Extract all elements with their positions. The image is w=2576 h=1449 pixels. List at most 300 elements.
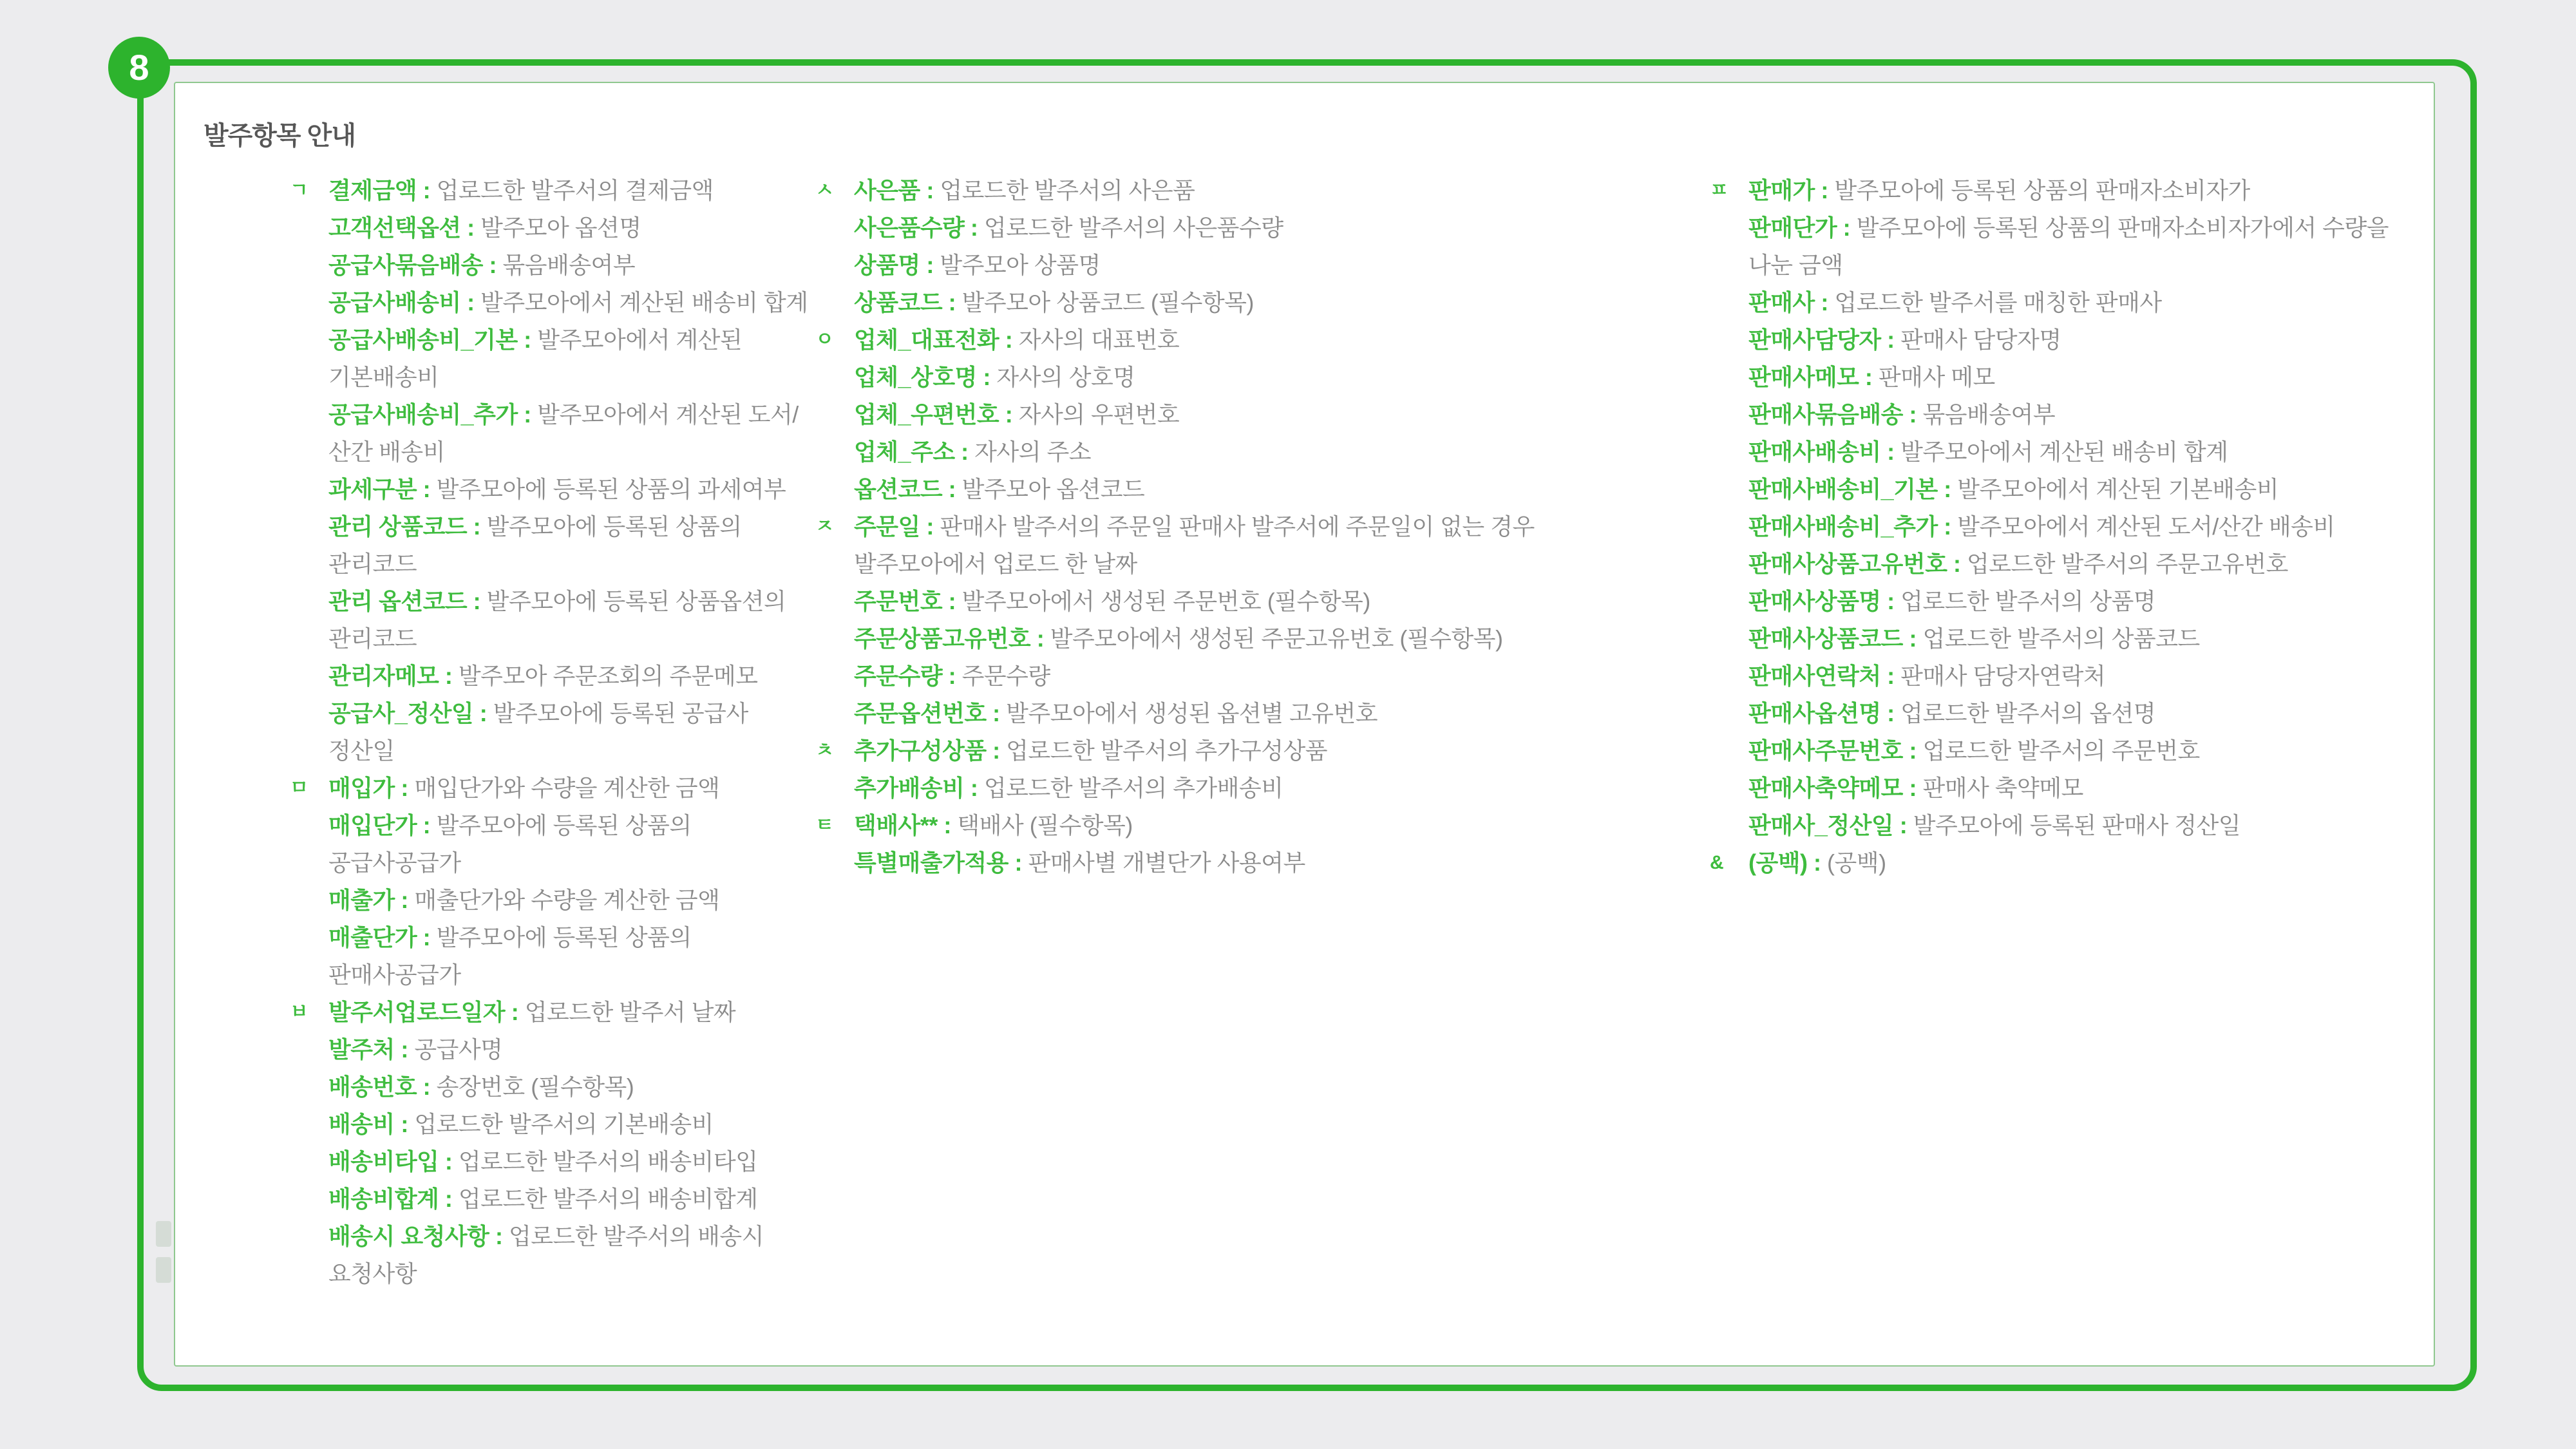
term-description: 판매사 발주서의 주문일 판매사 발주서에 주문일이 없는 경우 발주모아에서 업로드 한 날짜 [854,513,1535,577]
definition-text [328,695,815,770]
term-separator: : [394,1111,415,1137]
definition-column-1 [290,172,815,1293]
term-description: 발주모아에서 계산된 도서/산간 배송비 [328,401,799,465]
definition-item [1710,732,2392,770]
term-description: 발주모아에서 계산된 배송비 합계 [1900,439,2228,465]
step-callout-frame [137,59,2477,1391]
definition-item [290,321,815,396]
term-label: 판매사배송비_기본 [1748,476,1938,502]
term-label: 판매사옵션명 [1748,700,1881,726]
term-separator: : [394,887,415,913]
term-separator: : [489,1223,509,1249]
term-separator: : [986,737,1007,764]
definition-text [328,508,815,583]
term-label: 판매사배송비_추가 [1748,513,1938,540]
definition-text [1748,732,2392,770]
definition-item [290,508,815,583]
definition-item [815,844,1595,882]
order-items-guide-panel [174,82,2435,1367]
term-description: 공급사명 [414,1036,503,1063]
definition-item [290,1218,815,1293]
definition-text [1748,209,2392,284]
term-description: 발주모아에서 계산된 기본배송비 [328,327,743,390]
step-number: 8 [129,47,149,88]
definition-item [1710,359,2392,396]
term-label: 배송비합계 [328,1186,439,1212]
definition-item [1710,695,2392,732]
definition-item [1710,209,2392,284]
term-separator: : [417,476,437,502]
term-separator: : [986,700,1007,726]
term-separator: : [439,663,459,689]
definition-item [815,471,1595,508]
definition-item [1710,471,2392,508]
definition-text [1748,695,2392,732]
term-label: 공급사배송비_기본 [328,327,518,353]
term-separator: : [1030,625,1050,652]
term-label: 주문상품고유번호 [854,625,1031,652]
definition-item [290,1068,815,1106]
definition-text [328,1180,815,1218]
term-separator: : [1937,476,1958,502]
term-separator: : [1902,625,1923,652]
definition-item [290,1180,815,1218]
term-separator: : [417,177,437,204]
definition-item [815,583,1595,620]
term-separator: : [999,401,1019,428]
term-description: 매출단가와 수량을 계산한 금액 [414,887,720,913]
term-separator: : [1880,439,1901,465]
term-description: 발주모아에서 계산된 배송비 합계 [480,289,808,316]
definition-item [290,919,815,994]
term-separator: : [1859,364,1879,390]
term-description: 자사의 상호명 [996,364,1135,390]
definition-item [290,284,815,321]
term-description: 업로드한 발주서의 사은품 [940,177,1195,204]
definition-item [1710,583,2392,620]
term-label: 업체_상호명 [854,364,977,390]
term-label: 업체_우편번호 [854,401,999,428]
term-separator: : [1880,588,1901,614]
definition-text [854,732,1595,770]
definition-text [1748,844,2392,882]
definition-text [1748,396,2392,433]
definition-text [328,770,815,807]
definition-column-3 [1710,172,2392,882]
term-label: 매입가 [328,775,395,801]
group-letter: ㅁ [290,777,308,799]
term-label: 공급사배송비_추가 [328,401,518,428]
definition-item [290,994,815,1031]
term-description: 업로드한 발주서의 사은품수량 [983,214,1283,241]
definition-text [854,508,1595,583]
definition-text [854,247,1595,284]
definition-text [854,359,1595,396]
term-description: 발주모아에 등록된 상품옵션의 관리코드 [328,588,786,652]
definition-text [328,807,815,882]
definition-item [815,172,1595,209]
group-letter: ㅂ [290,1001,308,1023]
definition-item [815,396,1595,433]
term-description: 발주모아 옵션코드 [961,476,1145,502]
term-separator: : [1837,214,1857,241]
term-description: 송장번호 (필수항목) [436,1074,634,1100]
term-description: 업로드한 발주서의 추가배송비 [983,775,1283,801]
definition-text [1748,620,2392,658]
term-separator: : [1902,737,1923,764]
left-edge-artifact [156,1221,173,1293]
definition-text [328,658,815,695]
term-description: 업로드한 발주서의 상품명 [1900,588,2156,614]
definition-item [815,620,1595,658]
definition-text [854,471,1595,508]
term-label: 판매단가 [1748,214,1837,241]
term-separator: : [473,700,493,726]
definition-item [815,433,1595,471]
definition-text [328,396,815,471]
term-description: 업로드한 발주서를 매칭한 판매사 [1834,289,2162,316]
term-label: 판매사묶음배송 [1748,401,1903,428]
definition-item [815,247,1595,284]
term-label: 고객선택옵션 [328,214,461,241]
term-description: 판매사 담당자명 [1900,327,2061,353]
term-description: 발주모아에서 계산된 도서/산간 배송비 [1957,513,2335,540]
term-separator: : [505,999,525,1025]
term-label: 배송번호 [328,1074,417,1100]
term-separator: : [417,812,437,838]
definition-text [854,396,1595,433]
definition-text [328,172,815,209]
definition-text [854,284,1595,321]
definition-text [1748,284,2392,321]
definition-item [290,471,815,508]
term-label: 관리 옵션코드 [328,588,468,614]
term-label: 옵션코드 [854,476,943,502]
definition-item [815,770,1595,807]
definition-item [1710,770,2392,807]
term-description: 발주모아에 등록된 상품의 판매자소비자가 [1834,177,2250,204]
definition-item [1710,620,2392,658]
definition-item [1710,508,2392,545]
definition-text [328,284,815,321]
term-description: 발주모아에서 생성된 주문고유번호 (필수항목) [1050,625,1503,652]
term-description: 판매사 메모 [1878,364,1995,390]
term-label: 배송시 요청사항 [328,1223,489,1249]
term-description: 발주모아에서 생성된 옵션별 고유번호 [1006,700,1378,726]
term-separator: : [1880,700,1901,726]
definition-text [854,321,1595,359]
term-description: 묶음배송여부 [1922,401,2056,428]
term-separator: : [937,812,958,838]
term-label: 발주서업로드일자 [328,999,506,1025]
term-separator: : [417,1074,437,1100]
definition-item [815,807,1595,844]
term-separator: : [1937,513,1958,540]
term-label: 판매사 [1748,289,1815,316]
term-label: 판매사_정산일 [1748,812,1894,838]
definition-item [815,732,1595,770]
definition-item [290,807,815,882]
term-label: (공백) [1748,849,1808,876]
definition-text [854,583,1595,620]
term-separator: : [1893,812,1913,838]
term-label: 공급사_정산일 [328,700,474,726]
term-description: 업로드한 발주서의 옵션명 [1900,700,2156,726]
term-description: 업로드한 발주서의 주문고유번호 [1966,551,2288,577]
definition-item [290,1106,815,1143]
term-label: 특별매출가적용 [854,849,1009,876]
term-label: 상품명 [854,252,920,278]
definition-text [1748,433,2392,471]
definition-text [328,882,815,919]
term-label: 배송비타입 [328,1148,439,1175]
term-description: 발주모아에 등록된 상품의 판매사공급가 [328,924,692,988]
term-description: 자사의 우편번호 [1018,401,1180,428]
term-label: 주문일 [854,513,920,540]
definition-text [328,321,815,396]
term-label: 판매사상품코드 [1748,625,1903,652]
definition-text [854,770,1595,807]
term-description: (공백) [1827,849,1886,876]
definition-item [1710,844,2392,882]
group-letter: & [1710,852,1724,873]
definition-item [290,770,815,807]
term-separator: : [1947,551,1967,577]
definition-item [815,658,1595,695]
term-separator: : [417,924,437,951]
term-label: 판매사주문번호 [1748,737,1903,764]
term-label: 관리자메모 [328,663,439,689]
term-separator: : [976,364,997,390]
group-letter: ㅍ [1710,180,1728,201]
definition-text [854,209,1595,247]
definition-text [328,1068,815,1106]
group-letter: ㅌ [815,815,834,836]
term-separator: : [1814,289,1835,316]
term-description: 발주모아에 등록된 상품의 판매자소비자가에서 수량을 나눈 금액 [1748,214,2389,278]
term-separator: : [517,327,538,353]
definition-text [1748,770,2392,807]
definition-text [854,695,1595,732]
definition-text [854,620,1595,658]
term-label: 주문수량 [854,663,943,689]
term-label: 판매사담당자 [1748,327,1881,353]
term-label: 판매사메모 [1748,364,1859,390]
definition-item [815,321,1595,359]
term-description: 발주모아에서 생성된 주문번호 (필수항목) [961,588,1370,614]
definition-text [1748,172,2392,209]
definition-item [815,695,1595,732]
definition-text [854,844,1595,882]
term-description: 판매사 축약메모 [1922,775,2083,801]
term-separator: : [394,1036,415,1063]
term-label: 공급사묶음배송 [328,252,483,278]
definition-text [328,919,815,994]
term-label: 판매사연락처 [1748,663,1881,689]
term-separator: : [1807,849,1828,876]
term-description: 업로드한 발주서의 추가구성상품 [1006,737,1328,764]
definition-column-2 [815,172,1595,882]
definition-text [854,658,1595,695]
definition-text [328,1106,815,1143]
definition-text [328,209,815,247]
term-separator: : [920,177,940,204]
definition-item [290,1143,815,1180]
term-description: 업로드한 발주서의 결제금액 [436,177,714,204]
term-label: 매출단가 [328,924,417,951]
term-separator: : [942,476,962,502]
term-separator: : [467,513,487,540]
term-label: 택배사** [854,812,938,838]
definition-item [290,172,815,209]
term-description: 매입단가와 수량을 계산한 금액 [414,775,720,801]
definition-text [1748,321,2392,359]
term-label: 판매사축약메모 [1748,775,1903,801]
panel-title: 발주항목 안내 [204,122,355,150]
term-label: 판매사상품명 [1748,588,1881,614]
term-separator: : [1880,327,1901,353]
definition-item [815,284,1595,321]
term-label: 과세구분 [328,476,417,502]
term-label: 결제금액 [328,177,417,204]
definition-item [290,209,815,247]
definition-item [290,1031,815,1068]
term-description: 발주모아에 등록된 상품의 관리코드 [328,513,742,577]
term-label: 매입단가 [328,812,417,838]
definition-item [1710,807,2392,844]
definition-item [1710,172,2392,209]
definition-item [1710,433,2392,471]
definition-text [328,471,815,508]
group-letter: ㅇ [815,329,834,350]
term-separator: : [942,663,962,689]
term-description: 묶음배송여부 [502,252,636,278]
term-description: 발주모아에 등록된 상품의 과세여부 [436,476,786,502]
definition-text [328,994,815,1031]
group-letter: ㅈ [815,516,834,537]
definition-item [290,247,815,284]
term-label: 판매사상품고유번호 [1748,551,1947,577]
term-separator: : [1814,177,1835,204]
term-separator: : [439,1186,459,1212]
definition-text [328,1218,815,1293]
term-separator: : [999,327,1019,353]
definition-item [815,209,1595,247]
term-description: 발주모아에 등록된 판매사 정산일 [1913,812,2241,838]
term-description: 발주모아 옵션명 [480,214,641,241]
definition-item [290,882,815,919]
term-label: 주문번호 [854,588,943,614]
term-description: 자사의 대표번호 [1018,327,1180,353]
term-separator: : [517,401,538,428]
definition-text [1748,807,2392,844]
definition-columns [290,172,2392,1293]
artifact-mark [156,1221,171,1247]
group-letter: ㅊ [815,740,834,761]
term-separator: : [1902,401,1923,428]
definition-text [1748,471,2392,508]
definition-item [815,359,1595,396]
term-label: 발주처 [328,1036,395,1063]
term-label: 사은품수량 [854,214,965,241]
definition-text [328,1143,815,1180]
term-description: 업로드한 발주서의 배송비타입 [458,1148,758,1175]
artifact-mark [156,1257,171,1283]
definition-text [328,247,815,284]
term-description: 발주모아 상품명 [940,252,1101,278]
definition-text [1748,508,2392,545]
definition-item [815,508,1595,583]
term-separator: : [954,439,975,465]
definition-text [1748,545,2392,583]
term-description: 업로드한 발주서 날짜 [524,999,736,1025]
term-label: 배송비 [328,1111,395,1137]
term-label: 업체_대표전화 [854,327,999,353]
term-separator: : [439,1148,459,1175]
definition-item [290,658,815,695]
term-label: 매출가 [328,887,395,913]
definition-item [290,695,815,770]
term-description: 판매사 담당자연락처 [1900,663,2106,689]
term-separator: : [394,775,415,801]
definition-item [1710,284,2392,321]
term-label: 사은품 [854,177,920,204]
term-description: 주문수량 [961,663,1050,689]
definition-item [290,396,815,471]
term-label: 업체_주소 [854,439,955,465]
term-label: 추가구성상품 [854,737,987,764]
definition-text [1748,583,2392,620]
term-separator: : [964,775,984,801]
term-separator: : [920,513,940,540]
term-label: 추가배송비 [854,775,965,801]
definition-text [854,433,1595,471]
term-separator: : [942,289,962,316]
term-separator: : [460,214,481,241]
term-separator: : [1008,849,1028,876]
term-description: 택배사 (필수항목) [957,812,1133,838]
term-description: 발주모아에서 계산된 기본배송비 [1957,476,2279,502]
definition-text [328,1031,815,1068]
term-separator: : [920,252,940,278]
term-description: 업로드한 발주서의 상품코드 [1922,625,2200,652]
group-letter: ㅅ [815,180,834,201]
term-label: 주문옵션번호 [854,700,987,726]
term-description: 업로드한 발주서의 기본배송비 [414,1111,714,1137]
term-separator: : [1880,663,1901,689]
definition-text [328,583,815,658]
term-description: 판매사별 개별단가 사용여부 [1028,849,1305,876]
definition-item [1710,321,2392,359]
term-description: 업로드한 발주서의 주문번호 [1922,737,2200,764]
definition-item [1710,396,2392,433]
term-description: 발주모아에 등록된 상품의 공급사공급가 [328,812,692,876]
term-description: 업로드한 발주서의 배송비합계 [458,1186,758,1212]
term-separator: : [964,214,984,241]
step-number-badge [108,37,170,99]
term-separator: : [1902,775,1923,801]
term-description: 발주모아 주문조회의 주문메모 [458,663,758,689]
definition-item [1710,545,2392,583]
term-label: 판매사배송비 [1748,439,1881,465]
term-separator: : [467,588,487,614]
term-separator: : [482,252,503,278]
definition-text [854,807,1595,844]
term-description: 발주모아 상품코드 (필수항목) [961,289,1254,316]
definition-item [290,583,815,658]
term-label: 상품코드 [854,289,943,316]
term-description: 발주모아에 등록된 공급사 정산일 [328,700,748,764]
